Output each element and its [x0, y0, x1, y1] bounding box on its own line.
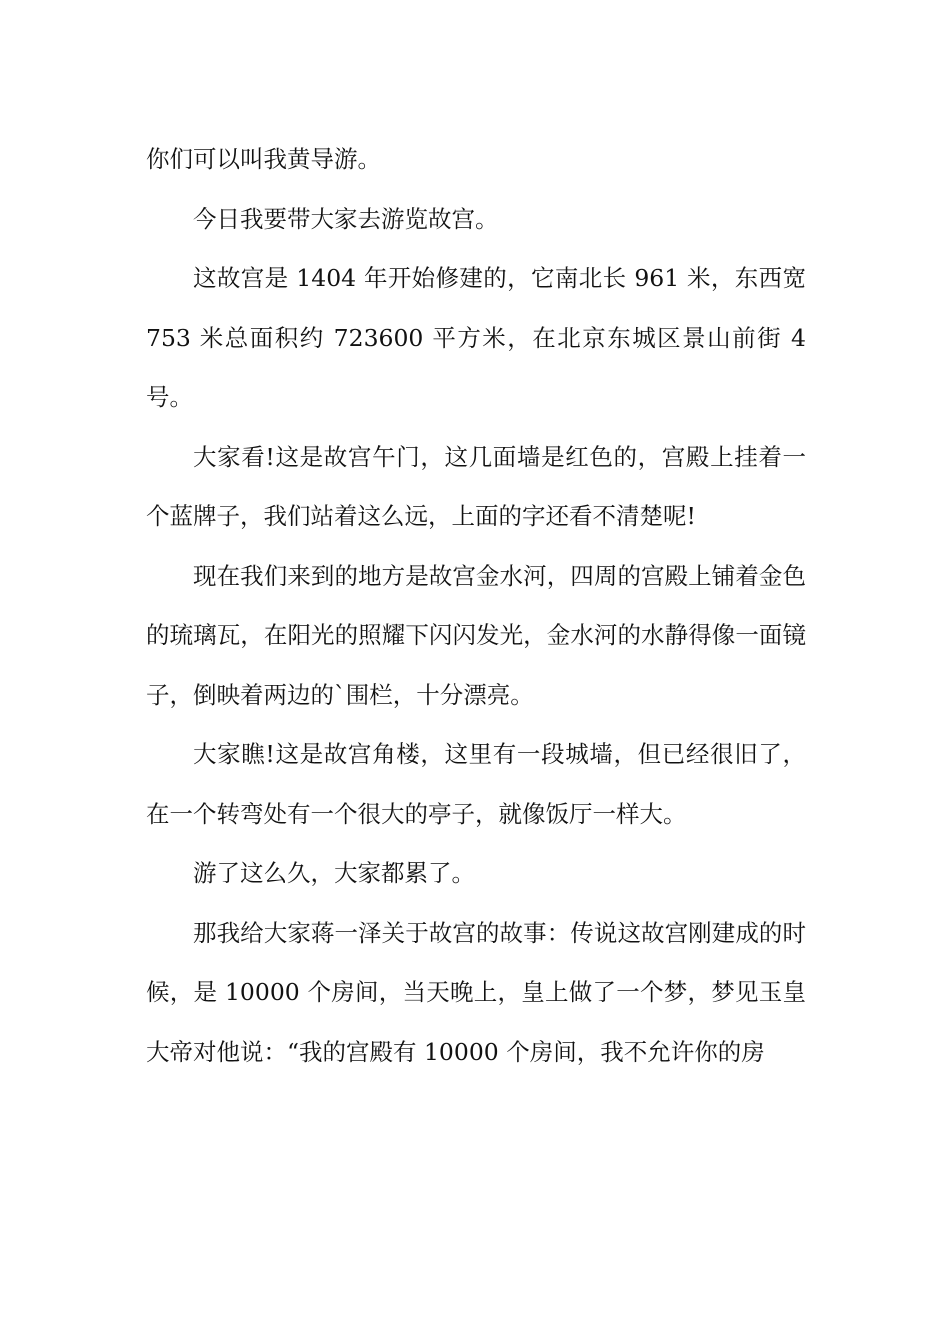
paragraph-5: 现在我们来到的地方是故宫金水河，四周的宫殿上铺着金色的琉璃瓦，在阳光的照耀下闪闪发光，金水河的水静得像一面镜子，倒映着两边的`围栏，十分漂亮。: [146, 561, 806, 709]
paragraph-2: 今日我要带大家去游览故宫。: [193, 204, 499, 233]
paragraph-6: 大家瞧!这是故宫角楼，这里有一段城墙，但已经很旧了，在一个转弯处有一个很大的亭子，就像饭厅一样大。: [146, 740, 806, 828]
paragraph-4: 大家看!这是故宫午门，这几面墙是红色的，宫殿上挂着一个蓝牌子，我们站着这么远，上面的字还看不清楚呢!: [146, 442, 806, 530]
paragraph-1: 你们可以叫我黄导游。: [146, 145, 381, 173]
paragraph-3: 这故宫是 1404 年开始修建的，它南北长 961 米，东西宽 753 米总面积约 723600 平方米，在北京东城区景山前街 4 号。: [146, 264, 806, 411]
paragraph-8: 那我给大家蒋一泽关于故宫的故事：传说这故宫刚建成的时候，是 10000 个房间，当天晚上，皇上做了一个梦，梦见玉皇大帝对他说：“我的宫殿有 10000 个房间，我不允许你的房: [146, 918, 806, 1066]
paragraph-7: 游了这么久，大家都累了。: [193, 859, 475, 887]
document-body: [146, 130, 806, 1082]
